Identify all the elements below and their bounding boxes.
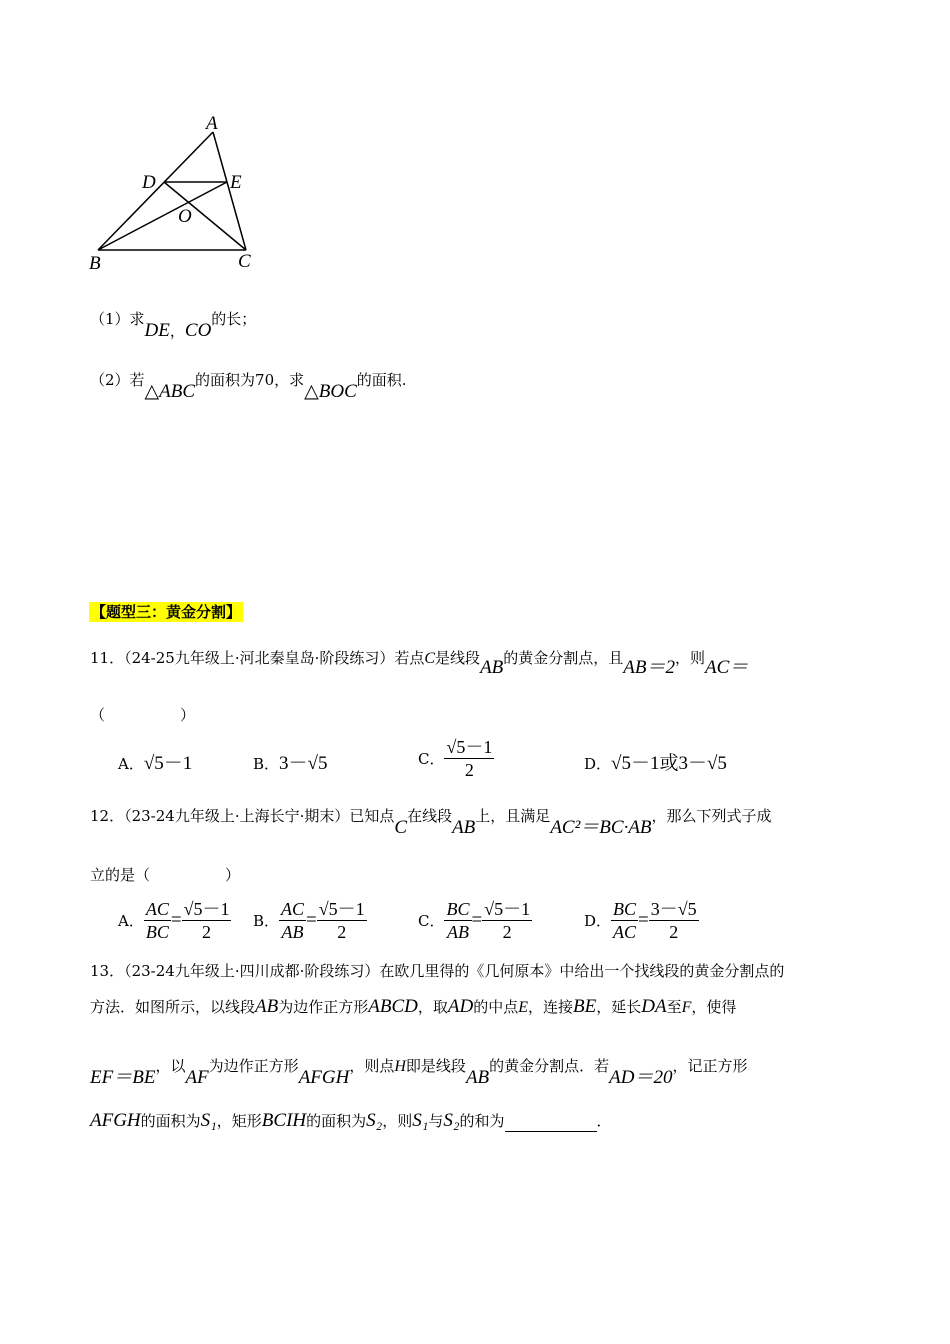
answer-blank[interactable] [505,1115,597,1132]
segment-be [98,182,227,250]
label-c: C [238,251,251,272]
label-b: B [89,253,101,274]
label-o: O [178,206,192,227]
label-a: A [206,113,218,134]
q11-option-a[interactable]: A．√5－1 [118,753,193,774]
fraction: $\frac{BC}{AB}$ [446,899,470,942]
fraction: $\frac{AC}{BC}$ [145,899,169,942]
q11-paren: （ ） [90,706,196,724]
triangle-figure [80,110,270,280]
fraction: $\frac{√5-1}{2}$ [318,899,365,942]
fraction: $\frac{BC}{AC}$ [613,899,637,942]
section-heading: 【题型三：黄金分割】 [91,603,242,621]
label-d: D [142,172,156,193]
fraction: $\frac{3-√5}{2}$ [650,899,697,942]
q10-part1: （1）求DE，CO的长； [90,310,257,341]
q11-option-b[interactable]: B．3－√5 [253,753,328,774]
q10-part2: （2）若△ABC的面积为70，求△BOC的面积. [90,371,407,402]
q12-line2: 立的是（ ） [90,866,241,884]
q13-line4: AFGH的面积为S₁，矩形BCIH的面积为S₂，则S₁与S₂的和为 ． [90,1110,612,1131]
q12-option-b[interactable]: B． $\frac{AC}{AB}$ = $\frac{√5-1}{2}$ [253,899,365,942]
q11-option-d[interactable]: D．√5－1或3－√5 [584,753,727,774]
q12-stem: 12．（23-24九年级上·上海长宁·期末）已知点C在线段AB上，且满足AC²＝BC·AB，那么下列式子成 [90,807,772,838]
label-e: E [230,172,242,193]
q13-line1: 13．（23-24九年级上·四川成都·阶段练习）在欧几里得的《几何原本》中给出一个找线段的黄金分割点的 [90,962,785,980]
q12-option-c[interactable]: C． $\frac{BC}{AB}$ = $\frac{√5-1}{2}$ [418,899,531,942]
fraction: $\frac{√5-1}{2}$ [183,899,230,942]
fraction: $\frac{√5-1}{2}$ [446,737,493,780]
q12-option-a[interactable]: A． $\frac{AC}{BC}$ = $\frac{√5-1}{2}$ [118,899,230,942]
q13-line3: EF＝BE，以AF为边作正方形AFGH，则点H即是线段AB的黄金分割点．若AD＝20，记正方形 [90,1057,748,1088]
q12-option-d[interactable]: D． $\frac{BC}{AC}$ = $\frac{3-√5}{2}$ [584,899,697,942]
q13-line2: 方法．如图所示，以线段AB为边作正方形ABCD，取AD的中点E，连接BE，延长DA至F，使得 [90,996,737,1017]
fraction: $\frac{√5-1}{2}$ [484,899,531,942]
fraction: $\frac{AC}{AB}$ [281,899,305,942]
q11-option-c[interactable]: C． $\frac{√5-1}{2}$ [418,737,493,780]
q11-stem: 11．（24-25九年级上·河北秦皇岛·阶段练习）若点C是线段AB的黄金分割点，且AB＝2，则AC＝ [90,649,749,678]
